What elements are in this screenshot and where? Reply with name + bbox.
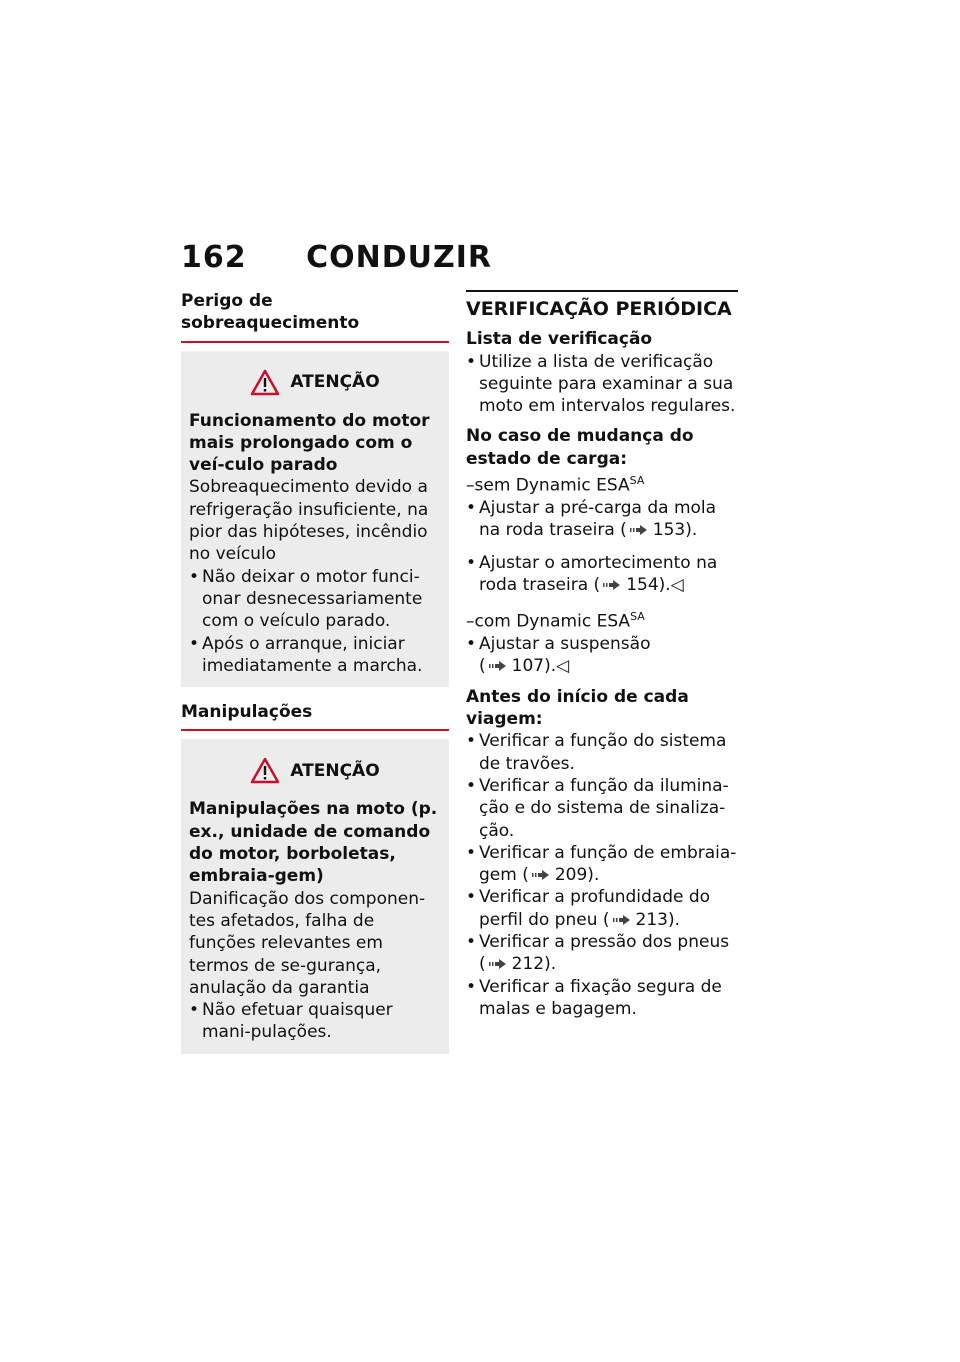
list-item: • Verificar a função da ilumina-ção e do sistema de sinaliza-ção. xyxy=(466,775,729,841)
page-reference-arrow-icon[interactable] xyxy=(612,914,632,926)
list-item: • Não deixar o motor funci-onar desnecessariamente com o veículo parado. xyxy=(189,566,423,632)
page-header xyxy=(181,240,492,275)
page-number: 162 xyxy=(181,240,247,275)
without-esa-label: –sem Dynamic $ESA^{SA}$ xyxy=(466,474,645,496)
list-item: • Não efetuar quaisquer mani-pulações. xyxy=(189,1000,393,1043)
before-trip-title: Antes do início de cada viagem: xyxy=(466,686,689,730)
list-item: • Ajustar o amortecimento na roda traseira ( 154).◁ xyxy=(466,552,718,595)
load-change-title: No caso de mudança do estado de carga: xyxy=(466,426,694,469)
warning-text: Sobreaquecimento devido a refrigeração insuficiente, na pior das hipóteses, incêndio no veículo xyxy=(189,477,429,565)
warning-heading: Funcionamento do motor mais prolongado com o veí-culo parado xyxy=(189,410,430,476)
warning-text: Danificação dos componen-tes afetados, falha de funções relevantes em termos de se-gurança, anulação da garantia xyxy=(189,888,426,998)
list-item: • Após o arranque, iniciar imediatamente a marcha. xyxy=(189,633,423,676)
page-reference-arrow-icon[interactable] xyxy=(629,524,649,536)
warning-title xyxy=(189,757,441,784)
warning-box-manipulations xyxy=(181,739,449,1053)
overheating-section-title: Perigo de sobreaquecimento xyxy=(181,290,449,343)
warning-label: ATENÇÃO xyxy=(290,371,380,392)
with-esa-label: –com Dynamic $ESA^{SA}$ xyxy=(466,610,645,632)
manipulations-section-title: Manipulações xyxy=(181,701,449,731)
list-item: • Ajustar a suspensão ( 107).◁ xyxy=(466,634,651,677)
warning-triangle-icon xyxy=(250,757,280,784)
list-item: • Utilize a lista de verificação seguinte para examinar a sua moto em intervalos regulares. xyxy=(466,351,736,417)
periodic-check-title: VERIFICAÇÃO PERIÓDICA xyxy=(466,298,732,320)
list-item: • Verificar a pressão dos pneus ( 212). xyxy=(466,932,730,975)
warning-box-overheating xyxy=(181,351,449,688)
warning-label: ATENÇÃO xyxy=(290,760,380,781)
page-reference-arrow-icon[interactable] xyxy=(531,869,551,881)
list-item: • Verificar a função do sistema de travões. xyxy=(466,731,727,774)
list-item: • Verificar a fixação segura de malas e bagagem. xyxy=(466,976,722,1019)
checklist-title: Lista de verificação xyxy=(466,329,653,350)
left-column xyxy=(181,290,449,1054)
page-reference-arrow-icon[interactable] xyxy=(488,958,508,970)
page-reference-arrow-icon[interactable] xyxy=(602,579,622,591)
list-item: • Verificar a profundidade do perfil do pneu ( 213). xyxy=(466,887,711,930)
list-item: • Ajustar a pré-carga da mola na roda traseira ( 153). xyxy=(466,498,717,541)
warning-heading: Manipulações na moto (p. ex., unidade de comando do motor, borboletas, embraia-gem) xyxy=(189,799,438,887)
warning-title xyxy=(189,369,441,396)
warning-triangle-icon xyxy=(250,369,280,396)
page-reference-arrow-icon[interactable] xyxy=(488,660,508,672)
list-item: • Verificar a função de embraia-gem ( 209). xyxy=(466,842,737,886)
right-column xyxy=(466,290,738,1020)
chapter-title: CONDUZIR xyxy=(306,240,492,275)
